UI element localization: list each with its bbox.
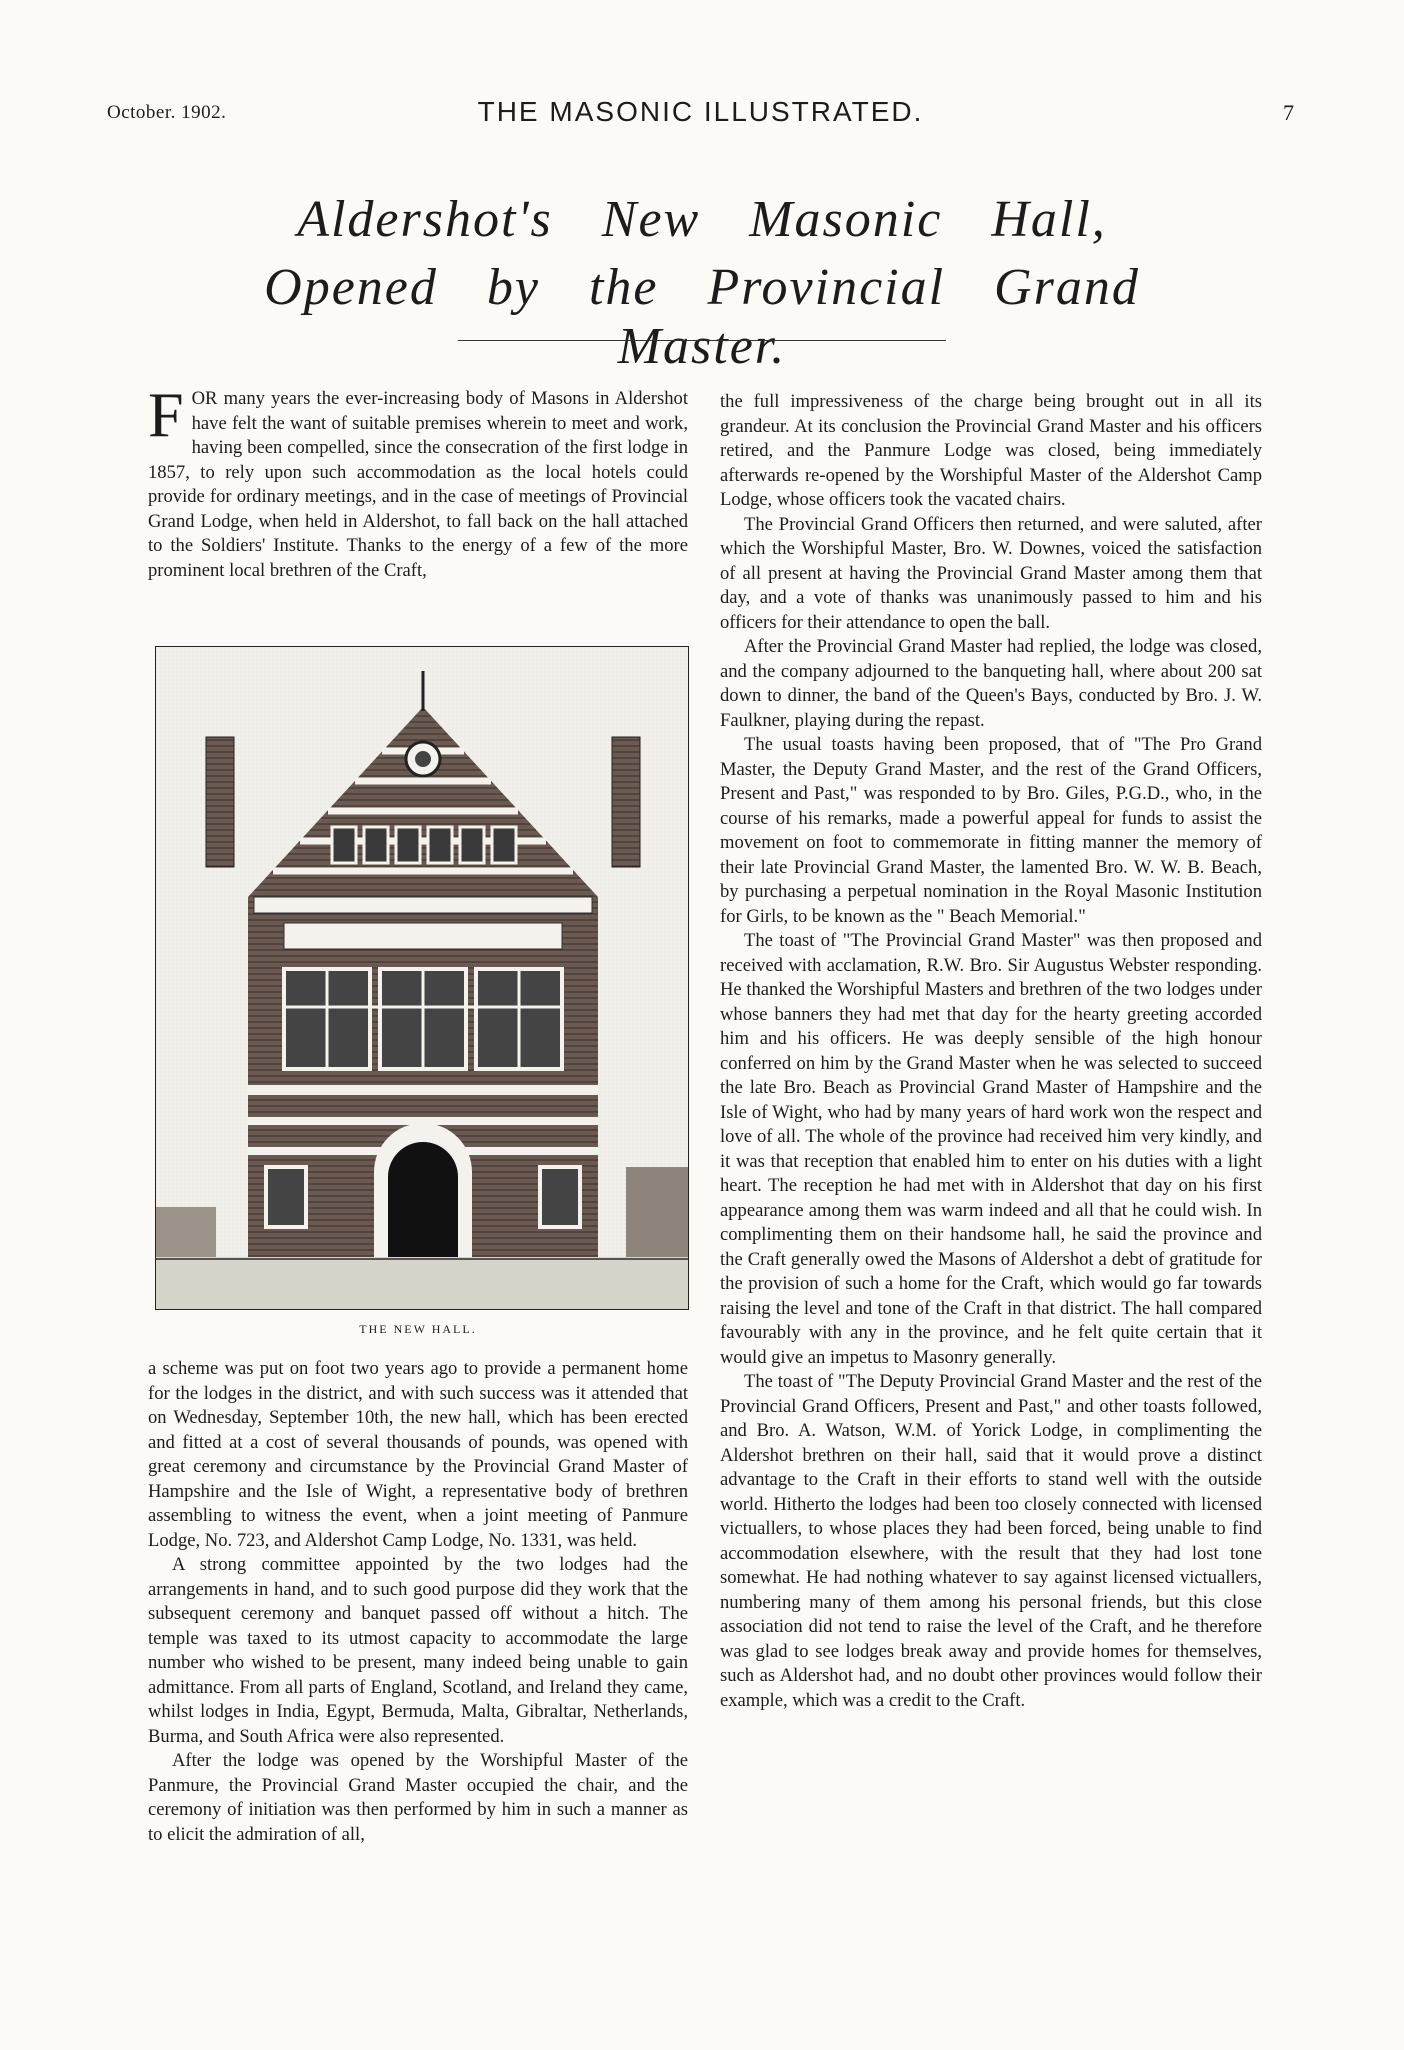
figure-caption: THE NEW HALL. <box>359 1322 477 1336</box>
title-rule <box>458 340 946 341</box>
intro-text: OR many years the ever-increasing body of Masons in Aldershot have felt the want of suitable premises wherein to meet and work, having been compelled, since the consecration of the first lodge in 1857, to rely upon such accommodation as the local hotels could provide for ordinary meetings, and in the case of meetings of Provincial Grand Lodge, when held in Aldershot, to fall back on the hall attached to the Soldiers' Institute. Thanks to the energy of a few of the more prominent local brethren of the Craft, <box>148 388 688 581</box>
right-column <box>720 390 1262 1713</box>
issue-date: October. 1902. <box>107 102 227 123</box>
paragraph-right-2: The Provincial Grand Officers then returned, and were saluted, after which the Worshipful Master, Bro. W. Downes, voiced the satisfaction of all present at having the Provincial Grand Master among them that day, and a vote of thanks was unanimously passed to him and his officers for their attendance to open the ball. <box>720 513 1262 633</box>
paragraph-left-1: a scheme was put on foot two years ago to provide a permanent home for the lodges in the district, and with such success was it attended that on Wednesday, September 10th, the new hall, which has been erected and fitted at a cost of several thousands of pounds, was opened with great ceremony and circumstance by the Provincial Grand Master of Hampshire and the Isle of Wight, a representative body of brethren assembling to witness the event, when a joint meeting of Panmure Lodge, No. 723, and Aldershot Camp Lodge, No. 1331, was held. <box>148 1358 688 1551</box>
paragraph-right-4: The usual toasts having been proposed, that of "The Pro Grand Master, the Deputy Grand Master, and the rest of the Grand Officers, Present and Past," was responded to by Bro. Giles, P.G.D., who, in the course of his remarks, made a powerful appeal for funds to assist the movement on foot to commemorate in fitting manner the memory of their late Provincial Grand Master, the lamented Bro. W. W. B. Beach, by purchasing a perpetual nomination in the Royal Masonic Institution for Girls, to be known as the " Beach Memorial." <box>720 734 1262 927</box>
left-column-bottom <box>148 1357 688 1847</box>
intro-paragraph <box>148 379 688 583</box>
running-head <box>107 96 1294 130</box>
paragraph-right-6: The toast of "The Deputy Provincial Grand Master and the rest of the Provincial Grand Officers, Present and Past," and other toasts followed, and Bro. A. Watson, W.M. of Yorick Lodge, in complimenting the Aldershot brethren on their hall, said that it would prove a distinct advantage to the Craft in their efforts to stand well with the outside world. Hitherto the lodges had been too closely connected with licensed victuallers, to whose places they had been forced, being unable to find accommodation elsewhere, with the result that they had lost tone somewhat. He had nothing whatever to say against licensed victuallers, numbering many of them among his personal friends, but this close association did not tend to raise the level of the Craft, and he therefore was glad to see lodges break away and provide homes for themselves, such as Aldershot had, and no doubt other provinces would follow their example, which was a credit to the Craft. <box>720 1371 1262 1711</box>
paragraph-right-3: After the Provincial Grand Master had replied, the lodge was closed, and the company adjourned to the banqueting hall, where about 200 sat down to dinner, the band of the Queen's Bays, conducted by Bro. J. W. Faulkner, playing during the repast. <box>720 636 1262 731</box>
paragraph-right-1: the full impressiveness of the charge being brought out in all its grandeur. At its conclusion the Provincial Grand Master and his officers retired, and the Panmure Lodge was closed, being immediately afterwards re-opened by the Worshipful Master of the Aldershot Camp Lodge, whose officers took the vacated chairs. <box>720 391 1262 510</box>
article-title-line-2: Opened by the Provincial Grand Master. <box>264 259 1140 375</box>
drop-cap: F <box>148 379 184 450</box>
paragraph-left-2: A strong committee appointed by the two lodges had the arrangements in hand, and to such good purpose did they work that the subsequent ceremony and banquet passed off without a hitch. The temple was taxed to its utmost capacity to accommodate the large number who wished to be present, many indeed being unable to gain admittance. From all parts of England, Scotland, and Ireland they came, whilst lodges in India, Egypt, Bermuda, Malta, Gibraltar, Netherlands, Burma, and South Africa were also represented. <box>148 1554 688 1747</box>
left-column-top <box>148 379 688 583</box>
paragraph-left-3: After the lodge was opened by the Worshipful Master of the Panmure, the Provincial Grand Master occupied the chair, and the ceremony of initiation was then performed by him in such a manner as to elicit the admiration of all, <box>148 1750 688 1845</box>
hall-building-illustration <box>156 647 688 1309</box>
page-number: 7 <box>1283 100 1294 125</box>
hall-photograph <box>155 646 689 1310</box>
publication-title: THE MASONIC ILLUSTRATED. <box>477 96 924 127</box>
paragraph-right-5: The toast of "The Provincial Grand Master" was then proposed and received with acclamation, R.W. Bro. Sir Augustus Webster responding. He thanked the Worshipful Masters and brethren of the two lodges under whose banners they had met that day for the hearty greeting accorded him and his officers. He was deeply sensible of the high honour conferred on him by the Grand Master when he was selected to succeed the late Bro. Beach as Provincial Grand Master of Hampshire and the Isle of Wight, who had by many years of hard work won the respect and love of all. The whole of the province had received him very kindly, and it was that reception that enabled him to enter on his duties with a light heart. The reception he had met with in Aldershot that day on his first appearance among them was warm indeed and all that he could wish. In complimenting them on their handsome hall, he said the province and the Craft generally owed the Masons of Aldershot a debt of gratitude for the provision of such a home for the Craft, which would go far towards raising the level and tone of the Craft in that district. The hall compared favourably with any in the province, and he felt quite certain that it would give an impetus to Masonry generally. <box>720 930 1262 1368</box>
article-title-line-1: Aldershot's New Masonic Hall, <box>297 191 1107 248</box>
